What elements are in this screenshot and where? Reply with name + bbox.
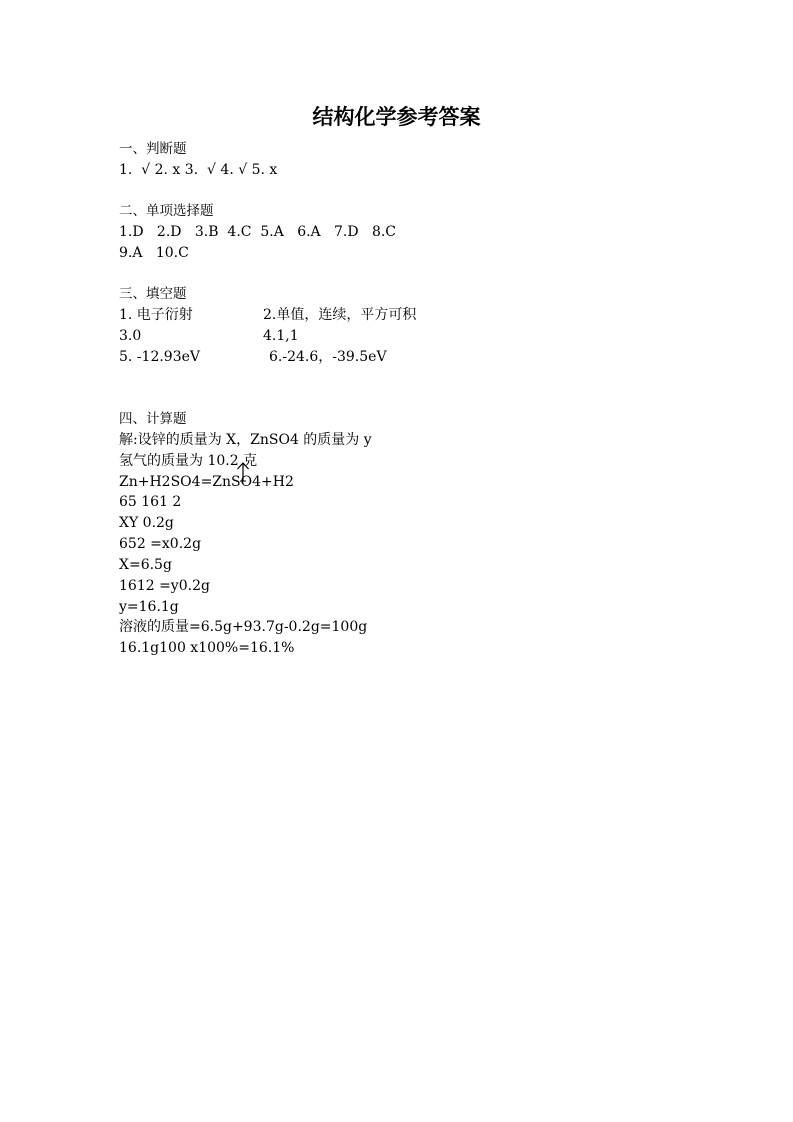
section-heading-calculation: 四、计算题: [119, 411, 187, 427]
calculation-line: 652 =x0.2g: [119, 536, 202, 552]
section-heading-fill-blank: 三、填空题: [119, 286, 187, 302]
judgment-answers: 1. √ 2. x 3. √ 4. √ 5. x: [119, 162, 278, 178]
calculation-line: 65 161 2: [119, 494, 182, 510]
calculation-line: 溶液的质量=6.5g+93.7g-0.2g=100g: [119, 619, 368, 635]
calculation-line: 16.1g100 x100%=16.1%: [119, 640, 295, 656]
calculation-line: 解:设锌的质量为 X，ZnSO4 的质量为 y: [119, 432, 372, 448]
fill-blank-answer-4: 4.1,1: [263, 328, 299, 344]
calculation-line: Zn+H2SO4=ZnSO4+H2: [119, 474, 294, 490]
fill-blank-answer-5: 5. -12.93eV: [119, 349, 201, 365]
choice-answers-row-1: 1.D 2.D 3.B 4.C 5.A 6.A 7.D 8.C: [119, 224, 397, 240]
text-cursor-icon: [236, 461, 250, 483]
fill-blank-answer-6: 6.-24.6，-39.5eV: [269, 349, 387, 365]
fill-blank-answer-2: 2.单值，连续，平方可积: [263, 307, 417, 323]
calculation-line: 1612 =y0.2g: [119, 578, 210, 594]
fill-blank-answer-1: 1. 电子衍射: [119, 307, 193, 323]
document-title: 结构化学参考答案: [312, 105, 481, 129]
calculation-line: X=6.5g: [119, 557, 172, 573]
fill-blank-answer-3: 3.0: [119, 328, 142, 344]
calculation-line: 氢气的质量为 10.2 克: [119, 453, 258, 469]
calculation-line: y=16.1g: [119, 599, 179, 615]
section-heading-judgment: 一、判断题: [119, 141, 187, 157]
calculation-line: XY 0.2g: [119, 515, 174, 531]
section-heading-choice: 二、单项选择题: [119, 203, 214, 219]
choice-answers-row-2: 9.A 10.C: [119, 245, 189, 261]
